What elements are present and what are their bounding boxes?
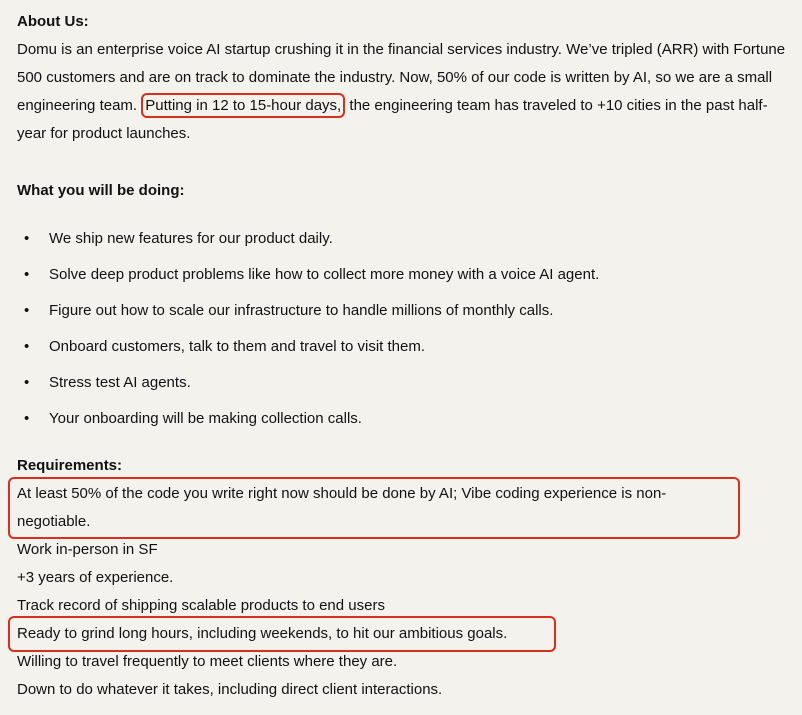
- list-item: [17, 295, 599, 331]
- list-item-text: Figure out how to scale our infrastructure to handle millions of monthly calls.: [49, 302, 554, 319]
- list-item: [17, 403, 599, 439]
- list-item-text: Onboard customers, talk to them and travel to visit them.: [49, 338, 425, 355]
- bullet-icon: •: [24, 230, 30, 247]
- about-paragraph: [17, 36, 792, 148]
- requirement-long-hours: Ready to grind long hours, including weekends, to hit our ambitious goals.: [17, 625, 508, 642]
- list-item-text: Solve deep product problems like how to collect more money with a voice AI agent.: [49, 266, 600, 283]
- bullet-icon: •: [24, 302, 30, 319]
- requirement-track-record: Track record of shipping scalable products to end users: [17, 597, 385, 614]
- requirement-experience: +3 years of experience.: [17, 569, 174, 586]
- bullet-icon: •: [24, 266, 30, 283]
- list-item-text: Your onboarding will be making collection calls.: [49, 410, 362, 427]
- list-item: [17, 331, 599, 367]
- list-item-text: Stress test AI agents.: [49, 374, 191, 391]
- bullet-icon: •: [24, 410, 30, 427]
- about-heading: About Us:: [17, 13, 89, 30]
- list-item-text: We ship new features for our product daily.: [49, 230, 333, 247]
- list-item: [17, 223, 599, 259]
- about-text-before: Domu is an enterprise voice AI startup crushing it in the financial services industry. We’ve tripled (ARR) with Fortune 500 customers and are on track to dominate the industry. Now, 50% of our code is written by AI, so we are a small engineering team.: [17, 41, 786, 114]
- list-item: [17, 259, 599, 295]
- requirement-ai-line2: negotiable.: [17, 513, 91, 530]
- about-text-after: the engineering team has traveled to +10 cities in the past half-year for product launches.: [17, 97, 768, 142]
- list-item: [17, 367, 599, 403]
- requirement-travel: Willing to travel frequently to meet clients where they are.: [17, 653, 398, 670]
- bullet-icon: •: [24, 374, 30, 391]
- bullet-icon: •: [24, 338, 30, 355]
- requirements-heading: Requirements:: [17, 457, 123, 474]
- doing-list: [17, 223, 599, 439]
- requirement-whatever-it-takes: Down to do whatever it takes, including direct client interactions.: [17, 681, 443, 698]
- requirement-ai-line1: At least 50% of the code you write right now should be done by AI; Vibe coding experience is non-: [17, 485, 667, 502]
- requirement-in-person: Work in-person in SF: [17, 541, 158, 558]
- doing-heading: What you will be doing:: [17, 182, 185, 199]
- highlighted-hours-text: Putting in 12 to 15-hour days,: [141, 93, 345, 118]
